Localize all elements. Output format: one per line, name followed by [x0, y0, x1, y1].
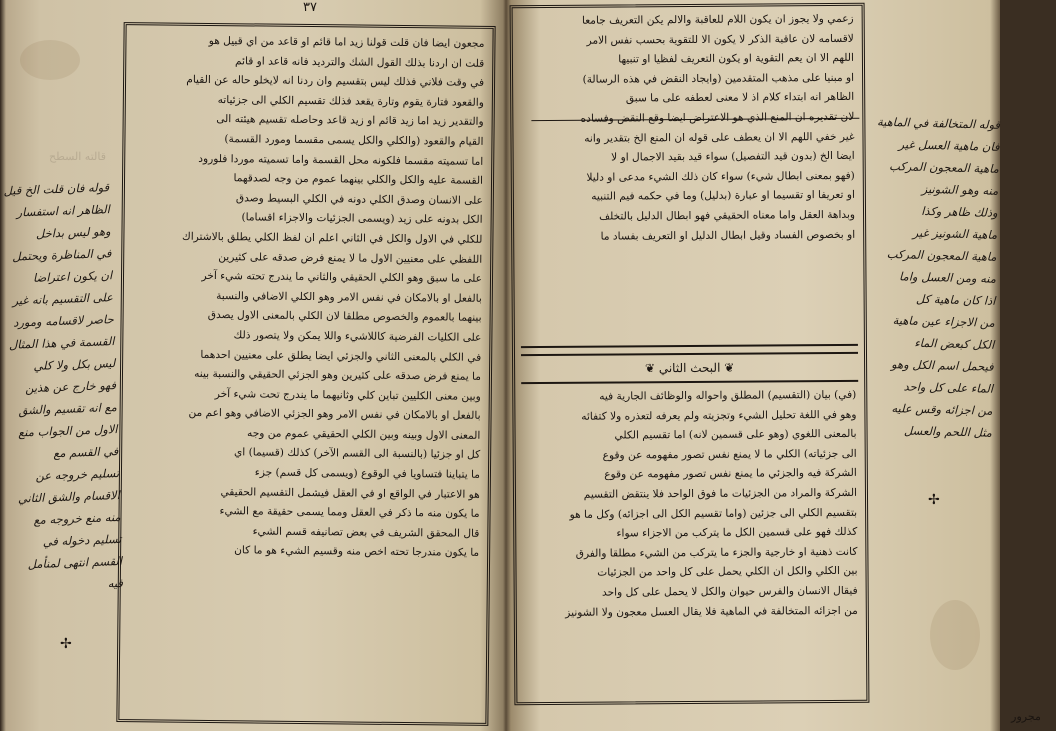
text-line: بتقسيم الكلي الى جزئين (واما تقسيم الكل الى اجزائه) وكل ما هو — [569, 506, 858, 521]
paper-stain — [930, 600, 980, 670]
text-line: كل او جزئيا (بالنسبة الى القسم الآخر) كذلك (قسيما) اي — [233, 446, 481, 462]
margin-note-line: الكل كبعض الماء — [914, 335, 995, 352]
right-page-bottom-body — [525, 386, 858, 623]
text-line: قال المحقق الشريف في بعض تصانيفه قسم الشيء — [252, 525, 480, 540]
text-line: بالفعل او بالامكان في نفس الامر وهو الكلي الاضافي والنسبة — [216, 289, 482, 305]
text-line: لاقسامه لان عاقبة الذكر لا يكون الا للتقوية بحسب نفس الامر — [586, 32, 854, 47]
ornament-right: ✢ — [928, 492, 940, 508]
margin-note-line: منه منع خروجه مع — [33, 509, 121, 527]
text-line: بالفعل او بالامكان في نفس الامر وهو الجزئي الاضافي وهو اعم من — [188, 407, 481, 423]
text-line: على ما سبق وهو الكلي الحقيقي والثاني ما يندرج تحته شيء آخر — [201, 270, 483, 285]
paper-stain — [20, 40, 80, 80]
margin-note-line: على التقسيم بانه غير — [12, 290, 114, 308]
text-line: لان تقديره ان المنع الذي هو الاعتراض ايضا وقع النقض وفساده — [580, 110, 855, 125]
margin-note-line: منه وهو الشونيز — [921, 181, 999, 198]
text-line: بالمعنى اللغوي (وهو على قسمين لانه) اما تقسيم الكلي — [614, 428, 857, 442]
text-line: ما يكون مندرجا تحته اخص منه وقسيم الشيء هو ما كان — [234, 544, 480, 560]
margin-note-line: وهو ليس بداخل — [35, 224, 111, 241]
text-line: الى جزئياته) الكلي ما لا يمنع نفس تصور مفهومه عن وقوع — [602, 447, 857, 462]
text-line: او مبنيا على مذهب المتقدمين (وايجاد النقض في هذه الرسالة) — [582, 71, 855, 86]
margin-note-line: الظاهر انه استفسار — [16, 202, 111, 220]
text-line: ما يكون منه ما ذكر في العقل ومما يسمى حقيقة مع الشيء — [219, 505, 480, 521]
text-line: والقعود فتارة يقوم وتارة يقعد فذلك تقسيم الكلي الى جزئياته — [217, 93, 484, 109]
margin-note-line: مع انه تقسيم والشق — [18, 400, 117, 418]
margin-note-line: ان يكون اعتراضا — [32, 268, 113, 285]
left-margin-commentary — [0, 176, 123, 598]
text-line: (في) بيان (التقسيم) المطلق واحواله والوظائف الجارية فيه — [599, 388, 857, 403]
margin-note-line: ماهية الشونيز غير — [912, 225, 998, 242]
text-line: بين الكلي والكل ان الكلي يحمل على كل واحد من الجزئيات — [597, 565, 858, 579]
text-line: قلت ان اردنا بذلك القول الشك والترديد فانه قاعد او قائم — [234, 54, 485, 70]
text-line: والتقدير زيد اما زيد قائم او زيد قاعد وحاصله تقسيم هيئته الى — [216, 113, 484, 129]
right-page-top-body — [523, 10, 856, 247]
margin-note-line: ليس بكل ولا كلي — [33, 356, 116, 373]
text-line: من اجزائه المتخالفة في الماهية فلا يقال العسل معجون ولا الشونيز — [565, 604, 858, 619]
margin-note-line: الاول من الجواب منع — [17, 422, 118, 440]
text-line: على الكليات الفرضية كاللاشيء واللا يمكن ولا يتصور ذلك — [233, 329, 482, 344]
right-margin-commentary — [854, 110, 1001, 443]
margin-note-line: تسليم خروجه عن — [35, 465, 120, 483]
margin-note-line: في المناظرة ويحتمل — [11, 246, 112, 264]
text-line: ما يمنع فرض صدقه على كثيرين وهو الجزئي الحقيقي والنسبة بينه — [194, 367, 482, 383]
text-line: للكلي في الاول والكل في الثاني اعلم ان لفظ الكلي يطلق بالاشتراك — [181, 230, 483, 246]
text-line: وبداهة العقل واما معناه الحقيقي فهو ابطال الدليل بالتخلف — [599, 208, 856, 223]
text-line: الكل بدونه على زيد (ويسمى الجزئيات والاجزاء اقساما) — [241, 211, 483, 227]
text-line: كانت ذهنية او خارجية والجزء ما يتركب من الشيء مطلقا والفرق — [575, 545, 858, 560]
text-line: ما يتباينا فتساويا في الوقوع (ويسمى كل قسم) جزء — [254, 466, 481, 481]
text-line: في وقت فلاني فذلك ليس بتقسيم وان ردنا انه لايخلو حاله عن القيام — [186, 73, 485, 90]
margin-note-line: قوله المتخالفة في الماهية — [876, 114, 1001, 132]
text-line: (فهو بمعنى ابطال شيء) سواء كان ذلك الشيء مدعى او دليلا — [586, 169, 855, 184]
text-line: مجعون ايضا فان قلت قولنا زيد اما قائم او قاعد من اي قبيل هو — [208, 34, 485, 50]
text-line: زعمي ولا يجوز ان يكون اللام للعاقبة والالم يكن التعريف جامعا — [581, 12, 854, 27]
margin-note-line: الاقسام والشق الثاني — [17, 487, 121, 506]
left-text-frame — [116, 22, 495, 726]
margin-note-line: في القسم مع — [52, 444, 119, 461]
text-line: القيام والقعود (والكلي والكل يسمى مقسما ومورد القسمة) — [224, 133, 484, 148]
text-line: هو الاعتبار في الواقع او في العقل فيشمل التقسيم الحقيقي — [220, 485, 480, 501]
text-line: القسمة عليه والكل والكلي بينهما عموم من وجه لصدقهما — [233, 172, 484, 187]
margin-note-line: ماهية المعجون المركب — [888, 158, 1000, 176]
margin-note-line: منه ومن العسل واما — [898, 269, 997, 286]
margin-note-line: من الاجزاء عين ماهية — [892, 313, 996, 330]
ornament-left: ✢ — [60, 636, 72, 652]
page-number-left: ٣٧ — [303, 0, 317, 15]
margin-note-line: من اجزائه وقس عليه — [891, 401, 993, 418]
text-line: وهو في اللغة تحليل الشيء وتجزيته ولم يعرفه لتعذره ولا كتفائه — [581, 408, 857, 423]
margin-note-line: وذلك ظاهر وكذا — [921, 203, 998, 220]
margin-note-line: ماهية المعجون المركب — [886, 246, 997, 264]
margin-note-line: القسمة في هذا المثال — [8, 334, 115, 352]
text-line: الشركة والمراد من الجزئيات ما فوق الواحد فلا ينتقض التقسيم — [583, 486, 858, 501]
text-line: الشركة فيه والجزئي ما يمنع نفس تصور مفهومه عن وقوع — [604, 467, 857, 481]
margin-note-line: الماء على كل واحد — [903, 379, 994, 396]
margin-note-line: قوله فان قلت الخ قيل — [3, 180, 110, 198]
left-page-body — [131, 31, 485, 564]
text-line: كذلك فهو على قسمين الكل ما يتركب من الاجزاء سواء — [616, 525, 858, 540]
text-line: المعنى الاول وبينه وبين الكلي الحقيقي عموم من وجه — [247, 427, 481, 442]
text-line: اما تسميته مقسما فلكونه محل القسمة واما تسميته موردا فلورود — [198, 152, 484, 168]
left-page — [0, 0, 505, 731]
margin-note-line: مثل اللحم والعسل — [903, 423, 993, 440]
text-line: غير خفي اللهم الا ان يعطف على قوله ان المنع الخ بتقدير وانه — [584, 130, 855, 145]
text-line: او بخصوص الفساد وقيل ابطال الدليل او التعريف بفساد ما — [600, 228, 856, 243]
margin-note-line: تسليم دخوله في — [42, 531, 122, 549]
faded-margin-note: قالته السطح — [48, 150, 106, 163]
text-line: اللهم الا ان يعم التقوية او يكون التعريف لفظيا او تنبيها — [618, 52, 854, 66]
text-line: على الانسان وصدق الكلي دونه في الكلي البسيط وصدق — [235, 192, 483, 207]
text-line: او تعريفا او تقسيما او عبارة (بدليل) وما في حكمه فيم التنبيه — [591, 189, 855, 204]
text-line: فيقال الانسان والفرس حيوان والكل لا يحمل على كل واحد — [601, 584, 858, 599]
text-line: اللفظي على معنيين الاول ما لا يمنع فرض صدقه على كثيرين — [218, 250, 483, 266]
margin-note-line: اذا كان ماهية كل — [915, 291, 996, 308]
right-text-frame — [510, 3, 870, 705]
text-line: ايضا الخ (بدون قيد التفصيل) سواء قيد بقيد الاجمال او لا — [611, 149, 855, 164]
margin-note-line: فهو خارج عن هذين — [24, 378, 117, 396]
margin-note-line: فيه — [107, 575, 124, 591]
margin-note-line: فيحمل اسم الكل وهو — [890, 357, 994, 374]
section-heading: ❦ البحث الثاني ❦ — [521, 352, 858, 384]
text-line: بينهما بالعموم والخصوص مطلقا لان الكلي بالمعنى الاول يصدق — [207, 309, 482, 325]
margin-note-line: القسم انتهى لمنأمل — [27, 553, 123, 572]
rule-above-heading — [521, 344, 858, 348]
text-line: وبين معنى الكليين تباين كلي وثانيهما ما يندرج تحت شيء آخر — [214, 387, 481, 403]
margin-note-line: حاصر لاقسامه ومورد — [12, 312, 114, 330]
catchword: مجرور — [1011, 710, 1041, 723]
text-line: الظاهر انه ابتداء كلام اذ لا معنى لعطفه على ما سبق — [625, 91, 855, 105]
text-line: في الكلي بالمعنى الثاني والجزئي ايضا يطلق على معنيين احدهما — [200, 348, 482, 364]
margin-note-line: فان ماهية العسل غير — [898, 137, 1000, 154]
